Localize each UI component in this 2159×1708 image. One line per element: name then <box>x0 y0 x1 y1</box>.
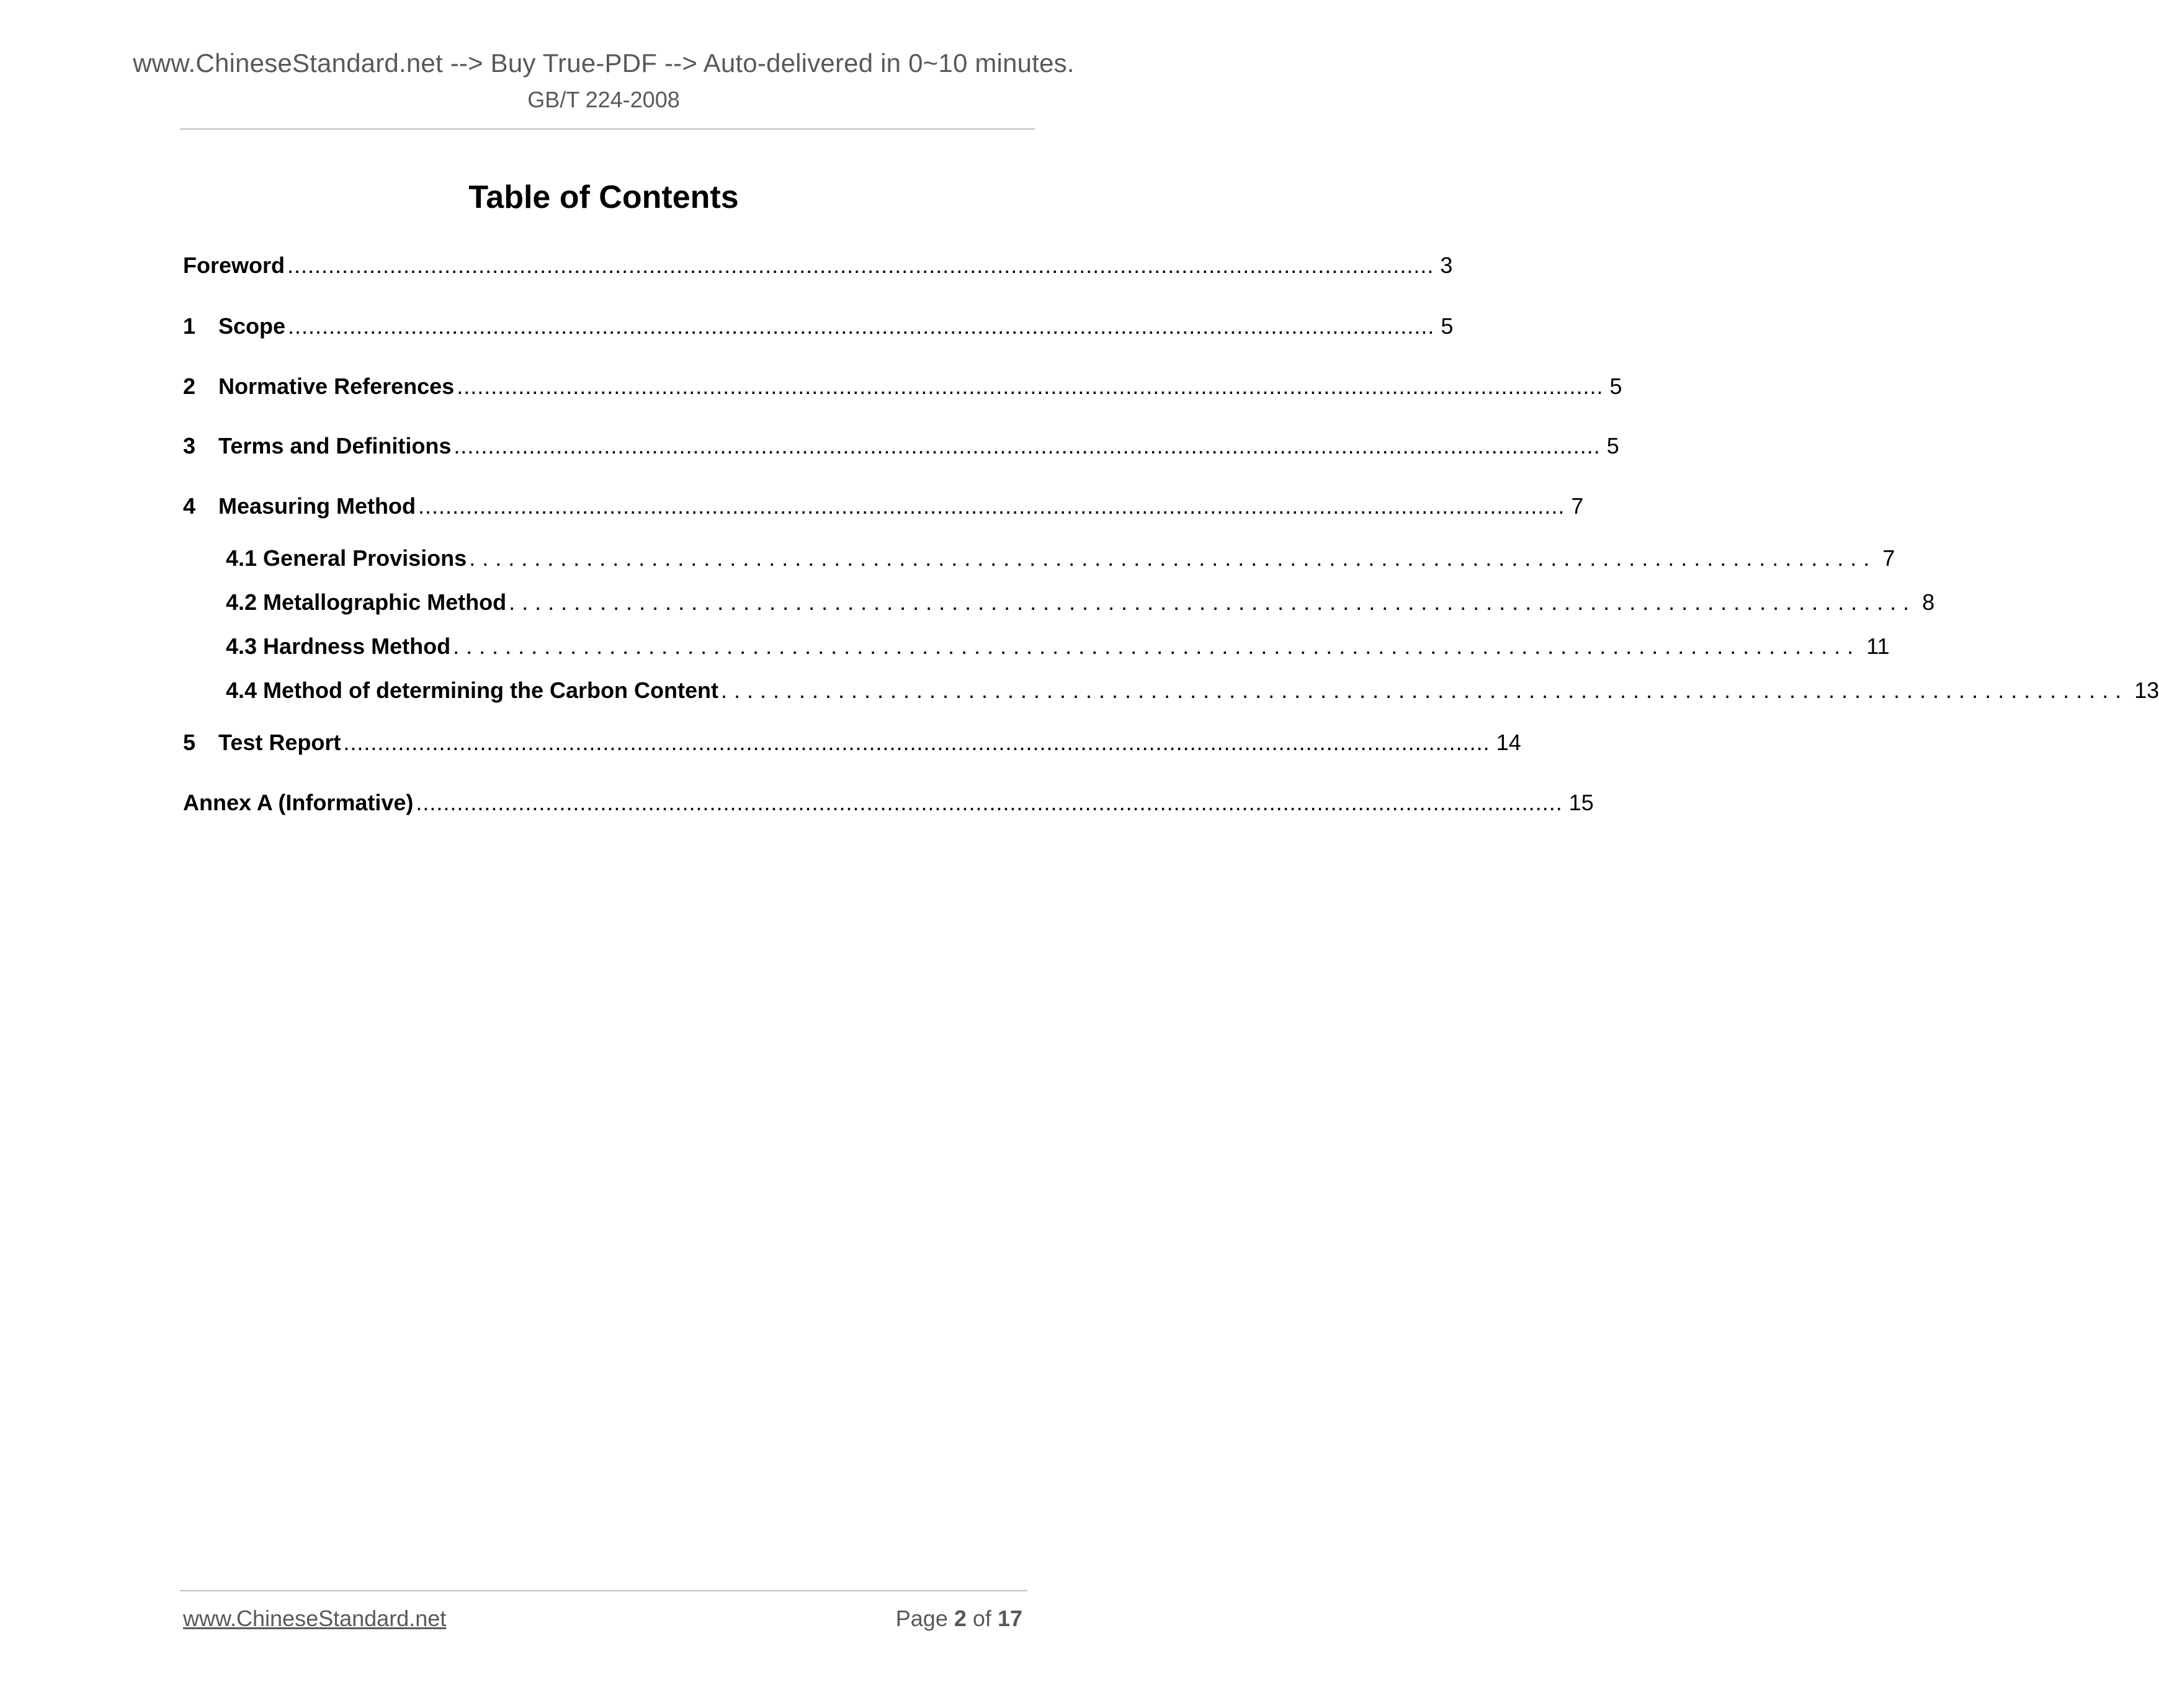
toc-label: Measuring Method <box>218 493 416 519</box>
toc-leader: ............................................................................................................ <box>509 589 1916 615</box>
toc-label: Annex A (Informative) <box>183 790 414 815</box>
page-total: 17 <box>997 1606 1022 1631</box>
toc-number: 2 <box>183 373 196 399</box>
header-banner: www.ChineseStandard.net --> Buy True-PDF --> Auto-delivered in 0~10 minutes. <box>133 48 1075 78</box>
page-of: of <box>972 1606 991 1631</box>
page-prefix: Page <box>895 1606 948 1631</box>
toc-page-number: 11 <box>1866 633 1890 659</box>
toc-leader: ............................................................................................................ <box>453 633 1861 659</box>
toc-entry-foreword[interactable] <box>183 253 1453 279</box>
toc-entry-hardness-method[interactable] <box>226 633 1890 660</box>
page-indicator <box>896 1606 1022 1632</box>
toc-page-number: 7 <box>1882 545 1895 571</box>
toc-number: 1 <box>183 313 196 339</box>
toc-label: Test Report <box>218 730 341 755</box>
toc-leader: ........................................................................................................................................................................ <box>416 790 1563 815</box>
toc-page-number: 3 <box>1440 253 1453 278</box>
footer-website-link[interactable]: www.ChineseStandard.net <box>183 1606 447 1631</box>
toc-label: 4.4 Method of determining the Carbon Content <box>226 677 718 703</box>
toc-leader: ........................................................................................................................................................................ <box>288 313 1435 339</box>
toc-entry-terms-and-definitions[interactable] <box>183 433 1619 459</box>
toc-label: 4.2 Metallographic Method <box>226 589 507 615</box>
toc-entry-metallographic-method[interactable] <box>226 589 1935 615</box>
toc-label: Terms and Definitions <box>218 433 452 458</box>
toc-page-number: 5 <box>1609 373 1622 399</box>
toc-label: 4.1 General Provisions <box>226 545 467 571</box>
toc-entry-annex-a[interactable] <box>183 790 1594 816</box>
toc-entry-measuring-method[interactable] <box>183 493 1584 519</box>
toc-leader: ............................................................................................................ <box>469 545 1877 571</box>
toc-page-number: 13 <box>2134 677 2159 703</box>
toc-page-number: 5 <box>1441 313 1454 339</box>
toc-number: 4 <box>183 493 196 519</box>
header-divider <box>180 128 1035 130</box>
toc-leader: ........................................................................................................................................................................ <box>454 433 1601 458</box>
toc-leader: ........................................................................................................................................................................ <box>343 730 1490 755</box>
toc-entry-general-provisions[interactable] <box>226 545 1895 571</box>
page-current: 2 <box>954 1606 967 1631</box>
toc-entry-scope[interactable] <box>183 313 1454 339</box>
toc-page-number: 14 <box>1496 730 1521 755</box>
toc-page-number: 8 <box>1922 589 1935 615</box>
toc-number: 3 <box>183 433 196 458</box>
toc-leader: ........................................................................................................................................................................ <box>418 493 1565 519</box>
document-code: GB/T 224-2008 <box>527 87 680 112</box>
toc-page-number: 5 <box>1606 433 1619 458</box>
toc-page-number: 7 <box>1571 493 1584 519</box>
toc-leader: ............................................................................................................ <box>721 677 2129 703</box>
footer-divider <box>180 1590 1027 1591</box>
toc-leader: ........................................................................................................................................................................ <box>287 253 1434 278</box>
toc-number: 5 <box>183 730 196 755</box>
toc-page-number: 15 <box>1568 790 1594 815</box>
toc-label: Scope <box>218 313 286 339</box>
toc-label: 4.3 Hardness Method <box>226 633 451 659</box>
toc-label: Normative References <box>218 373 455 399</box>
toc-entry-carbon-content-method[interactable] <box>226 677 2159 704</box>
page-title: Table of Contents <box>468 179 739 215</box>
toc-entry-normative-references[interactable] <box>183 373 1622 400</box>
toc-leader: ........................................................................................................................................................................ <box>457 373 1604 399</box>
toc-entry-test-report[interactable] <box>183 730 1521 756</box>
toc-label: Foreword <box>183 253 285 278</box>
